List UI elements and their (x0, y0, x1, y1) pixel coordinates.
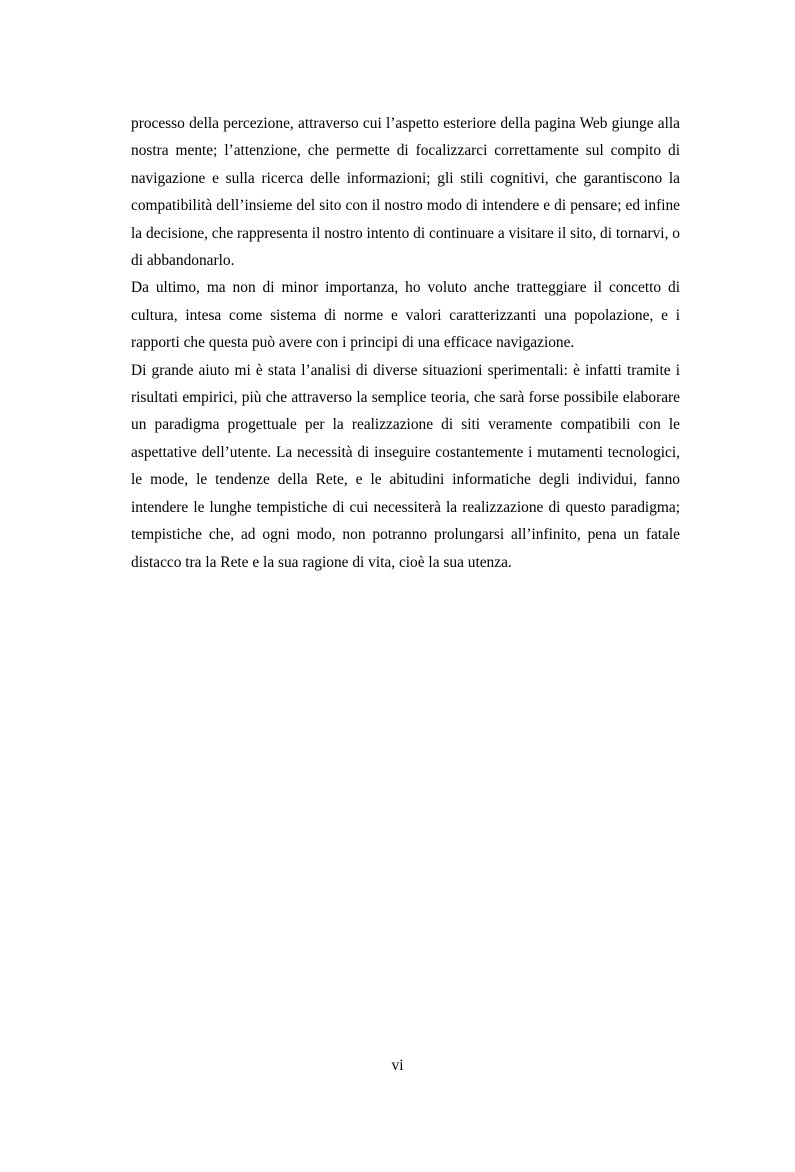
body-text (131, 110, 680, 576)
paragraph-2: Da ultimo, ma non di minor importanza, ho voluto anche tratteggiare il concetto di cultura, intesa come sistema di norme e valori caratterizzanti una popolazione, e i rapporti che questa può avere con i principi di una efficace navigazione. (131, 279, 680, 352)
paragraph-1: processo della percezione, attraverso cui l’aspetto esteriore della pagina Web giunge alla nostra mente; l’attenzione, che permette di focalizzarci correttamente sul compito di navigazione e sulla ricerca delle informazioni; gli stili cognitivi, che garantiscono la compatibilità dell’insieme del sito con il nostro modo di intendere e di pensare; ed infine la decisione, che rappresenta il nostro intento di continuare a visitare il sito, di tornarvi, o di abbandonarlo. (131, 115, 680, 270)
page-number: vi (391, 1057, 404, 1074)
paragraph-3: Di grande aiuto mi è stata l’analisi di diverse situazioni sperimentali: è infatti tramite i risultati empirici, più che attraverso la semplice teoria, che sarà forse possibile elaborare un paradigma progettuale per la realizzazione di siti veramente compatibili con le aspettative dell’utente. La necessità di inseguire costantemente i mutamenti tecnologici, le mode, le tendenze della Rete, e le abitudini informatiche degli individui, fanno intendere le lunghe tempistiche di cui necessiterà la realizzazione di questo paradigma; tempistiche che, ad ogni modo, non potranno prolungarsi all’infinito, pena un fatale distacco tra la Rete e la sua ragione di vita, cioè la sua utenza. (131, 361, 680, 571)
